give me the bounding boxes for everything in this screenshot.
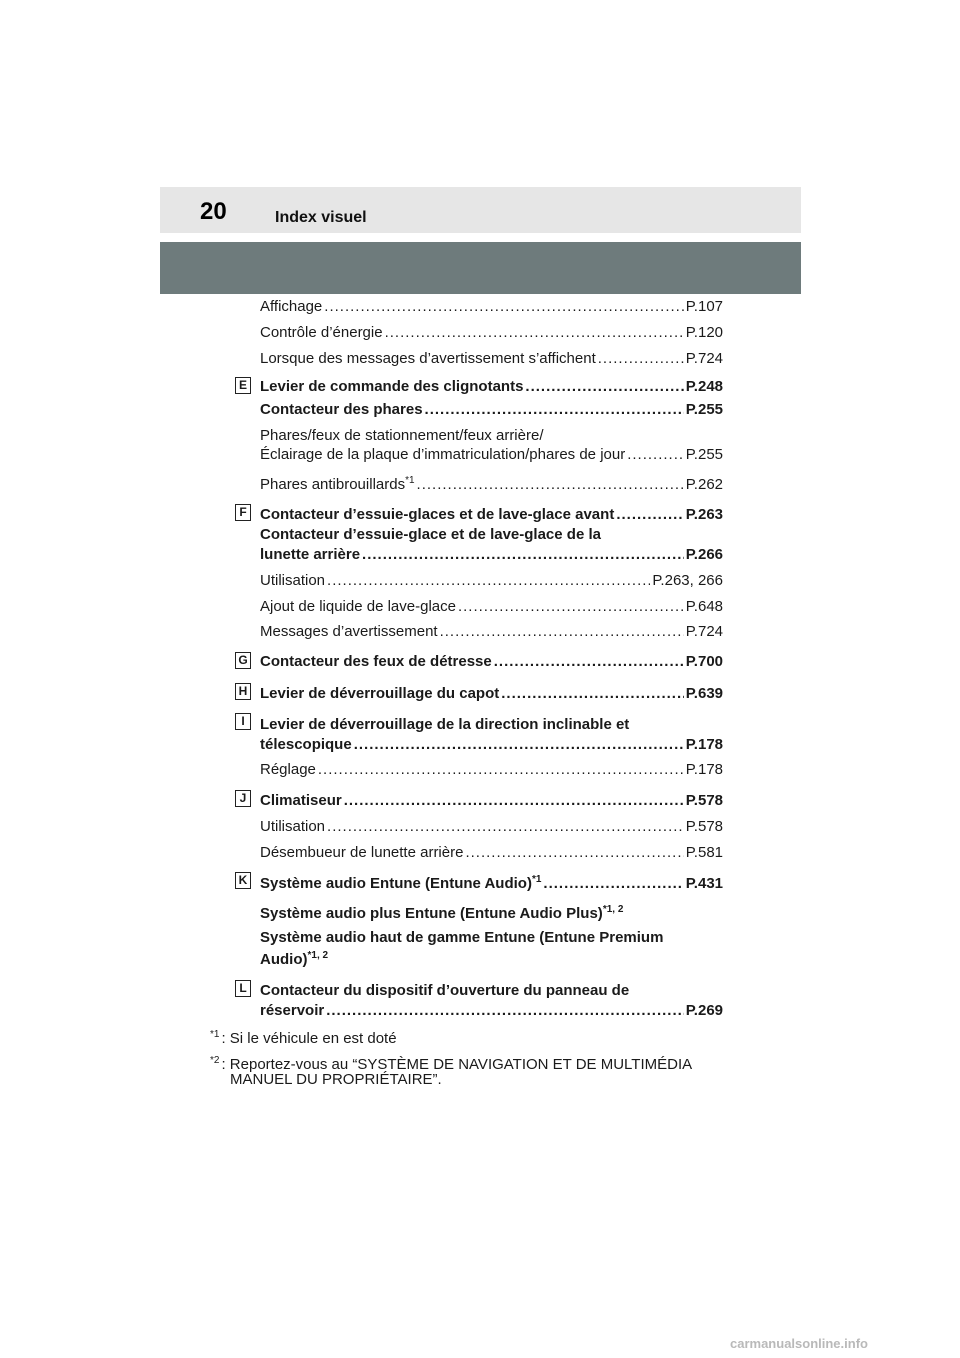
page-ref: P.431 bbox=[685, 875, 723, 892]
index-entry-capot[interactable] bbox=[260, 684, 723, 703]
marker-g: G bbox=[235, 652, 251, 669]
index-entry-controle-energie[interactable] bbox=[260, 323, 723, 342]
page-ref: P.263, 266 bbox=[652, 572, 723, 589]
entry-label: Système audio Entune (Entune Audio)$^{*1}$ bbox=[260, 874, 542, 892]
entry-label-line: Contacteur du dispositif d’ouverture du panneau de bbox=[260, 982, 630, 999]
footnote-mark: *1 bbox=[210, 1029, 220, 1040]
leader-dots bbox=[543, 874, 683, 893]
leader-dots bbox=[354, 735, 684, 754]
entry-label: Phares antibrouillards$^{*1}$ bbox=[260, 475, 415, 493]
leader-dots bbox=[494, 652, 684, 671]
index-entry-messages-avertissement[interactable] bbox=[260, 622, 723, 641]
index-entry-affichage[interactable] bbox=[260, 297, 723, 316]
index-entry-entune-premium[interactable] bbox=[260, 950, 328, 969]
page-title: Index visuel bbox=[275, 209, 367, 226]
footnote-2: $^{*2}$ : Reportez-vous au “SYSTÈME DE NAVIGATION ET DE MULTIMÉDIA MANUEL DU PROPRIÉTAIRE”. bbox=[210, 1055, 693, 1088]
index-entry-clignotants[interactable] bbox=[260, 377, 723, 396]
page-ref: P.248 bbox=[685, 378, 723, 395]
marker-f: F bbox=[235, 504, 251, 521]
marker-e: E bbox=[235, 377, 251, 394]
entry-label: réservoir bbox=[260, 1002, 325, 1019]
index-entry-reservoir[interactable] bbox=[260, 1001, 723, 1020]
page-ref: P.700 bbox=[685, 653, 723, 670]
entry-label: Climatiseur bbox=[260, 792, 342, 809]
header-band bbox=[160, 187, 801, 233]
entry-label: Audio) bbox=[260, 951, 308, 968]
entry-label: Lorsque des messages d’avertissement s’affichent bbox=[260, 350, 596, 367]
leader-dots bbox=[327, 571, 650, 590]
page-ref: P.724 bbox=[685, 350, 723, 367]
entry-label-line: Contacteur d’essuie-glace et de lave-glace de la bbox=[260, 526, 601, 543]
entry-label: Contacteur des feux de détresse bbox=[260, 653, 492, 670]
leader-dots bbox=[326, 1001, 684, 1020]
page-number: 20 bbox=[200, 198, 227, 225]
index-entry-antibrouillards[interactable] bbox=[260, 475, 723, 494]
entry-label: Réglage bbox=[260, 761, 316, 778]
entry-label: lunette arrière bbox=[260, 546, 361, 563]
index-entry-desembueur[interactable] bbox=[260, 843, 723, 862]
index-entry-climatiseur[interactable] bbox=[260, 791, 723, 810]
entry-label-line: Levier de déverrouillage de la direction inclinable et bbox=[260, 716, 630, 733]
leader-dots bbox=[440, 622, 684, 641]
page-ref: P.107 bbox=[685, 298, 723, 315]
marker-k: K bbox=[235, 872, 251, 889]
watermark: carmanualsonline.info bbox=[730, 1336, 868, 1351]
page-ref: P.263 bbox=[685, 506, 723, 523]
page-ref: P.178 bbox=[685, 736, 723, 753]
leader-dots bbox=[385, 323, 684, 342]
index-entry-utilisation[interactable] bbox=[260, 571, 723, 590]
footnote-text-cont: MANUEL DU PROPRIÉTAIRE”. bbox=[230, 1071, 442, 1088]
entry-label: télescopique bbox=[260, 736, 352, 753]
index-entry-phares[interactable] bbox=[260, 400, 723, 419]
entry-label-line: Phares/feux de stationnement/feux arrière/ bbox=[260, 427, 544, 444]
page-ref: P.262 bbox=[685, 476, 723, 493]
page-ref: P.581 bbox=[685, 844, 723, 861]
leader-dots bbox=[324, 297, 683, 316]
page-ref: P.255 bbox=[685, 446, 723, 463]
page-ref: P.255 bbox=[685, 401, 723, 418]
index-entry-entune-audio-plus[interactable] bbox=[260, 904, 623, 923]
marker-h: H bbox=[235, 683, 251, 700]
entry-label: Utilisation bbox=[260, 572, 326, 589]
leader-dots bbox=[525, 377, 683, 396]
index-entry-entune-audio[interactable] bbox=[260, 874, 723, 893]
leader-dots bbox=[362, 545, 684, 564]
index-entry-eclairage-plaque[interactable] bbox=[260, 445, 723, 464]
page-ref: P.639 bbox=[685, 685, 723, 702]
footnote-text: Si le véhicule en est doté bbox=[229, 1030, 397, 1047]
index-entry-utilisation-clim[interactable] bbox=[260, 817, 723, 836]
footnote-ref: *1, 2 bbox=[602, 904, 624, 915]
entry-label-line: Système audio haut de gamme Entune (Entune Premium bbox=[260, 929, 664, 946]
page-ref: P.269 bbox=[685, 1002, 723, 1019]
section-banner bbox=[160, 242, 801, 294]
footnote-ref: *1 bbox=[531, 874, 542, 885]
footnote-ref: *1, 2 bbox=[307, 950, 329, 961]
marker-l: L bbox=[235, 980, 251, 997]
entry-label: Système audio plus Entune (Entune Audio Plus) bbox=[260, 905, 603, 922]
entry-label: Utilisation bbox=[260, 818, 326, 835]
entry-label: Ajout de liquide de lave-glace bbox=[260, 598, 456, 615]
footnote-text: Reportez-vous au “SYSTÈME DE NAVIGATION ET DE MULTIMÉDIA bbox=[229, 1056, 693, 1073]
leader-dots bbox=[458, 597, 684, 616]
index-entry-telescopique[interactable] bbox=[260, 735, 723, 754]
leader-dots bbox=[598, 349, 684, 368]
leader-dots bbox=[417, 475, 684, 494]
index-entry-liquide-lave-glace[interactable] bbox=[260, 597, 723, 616]
entry-label: Contrôle d’énergie bbox=[260, 324, 383, 341]
entry-label: Éclairage de la plaque d’immatriculation/phares de jour bbox=[260, 446, 626, 463]
marker-i: I bbox=[235, 713, 251, 730]
footnote-ref: *1 bbox=[405, 475, 415, 486]
page-ref: P.578 bbox=[685, 792, 723, 809]
entry-label: Levier de commande des clignotants bbox=[260, 378, 524, 395]
entry-label: Désembueur de lunette arrière bbox=[260, 844, 464, 861]
marker-j: J bbox=[235, 790, 251, 807]
entry-label: Affichage bbox=[260, 298, 323, 315]
index-entry-messages[interactable] bbox=[260, 349, 723, 368]
entry-label: Levier de déverrouillage du capot bbox=[260, 685, 500, 702]
entry-label: Contacteur d’essuie-glaces et de lave-glace avant bbox=[260, 506, 615, 523]
entry-label: Contacteur des phares bbox=[260, 401, 423, 418]
page-ref: P.120 bbox=[685, 324, 723, 341]
leader-dots bbox=[627, 445, 684, 464]
entry-label: Messages d’avertissement bbox=[260, 623, 438, 640]
footnote-1: $^{*1}$ : Si le véhicule en est doté bbox=[210, 1029, 397, 1047]
footnote-mark: *2 bbox=[210, 1055, 220, 1066]
index-entry-essuie-glaces-avant[interactable] bbox=[260, 505, 723, 524]
index-entry-reglage[interactable] bbox=[260, 760, 723, 779]
page-ref: P.648 bbox=[685, 598, 723, 615]
page-ref: P.578 bbox=[685, 818, 723, 835]
leader-dots bbox=[501, 684, 683, 703]
page-ref: P.178 bbox=[685, 761, 723, 778]
leader-dots bbox=[344, 791, 684, 810]
leader-dots bbox=[425, 400, 684, 419]
leader-dots bbox=[616, 505, 683, 524]
page-ref: P.266 bbox=[685, 546, 723, 563]
leader-dots bbox=[327, 817, 684, 836]
leader-dots bbox=[318, 760, 684, 779]
page-ref: P.724 bbox=[685, 623, 723, 640]
index-entry-feux-detresse[interactable] bbox=[260, 652, 723, 671]
index-entry-lunette-arriere[interactable] bbox=[260, 545, 723, 564]
leader-dots bbox=[465, 843, 683, 862]
